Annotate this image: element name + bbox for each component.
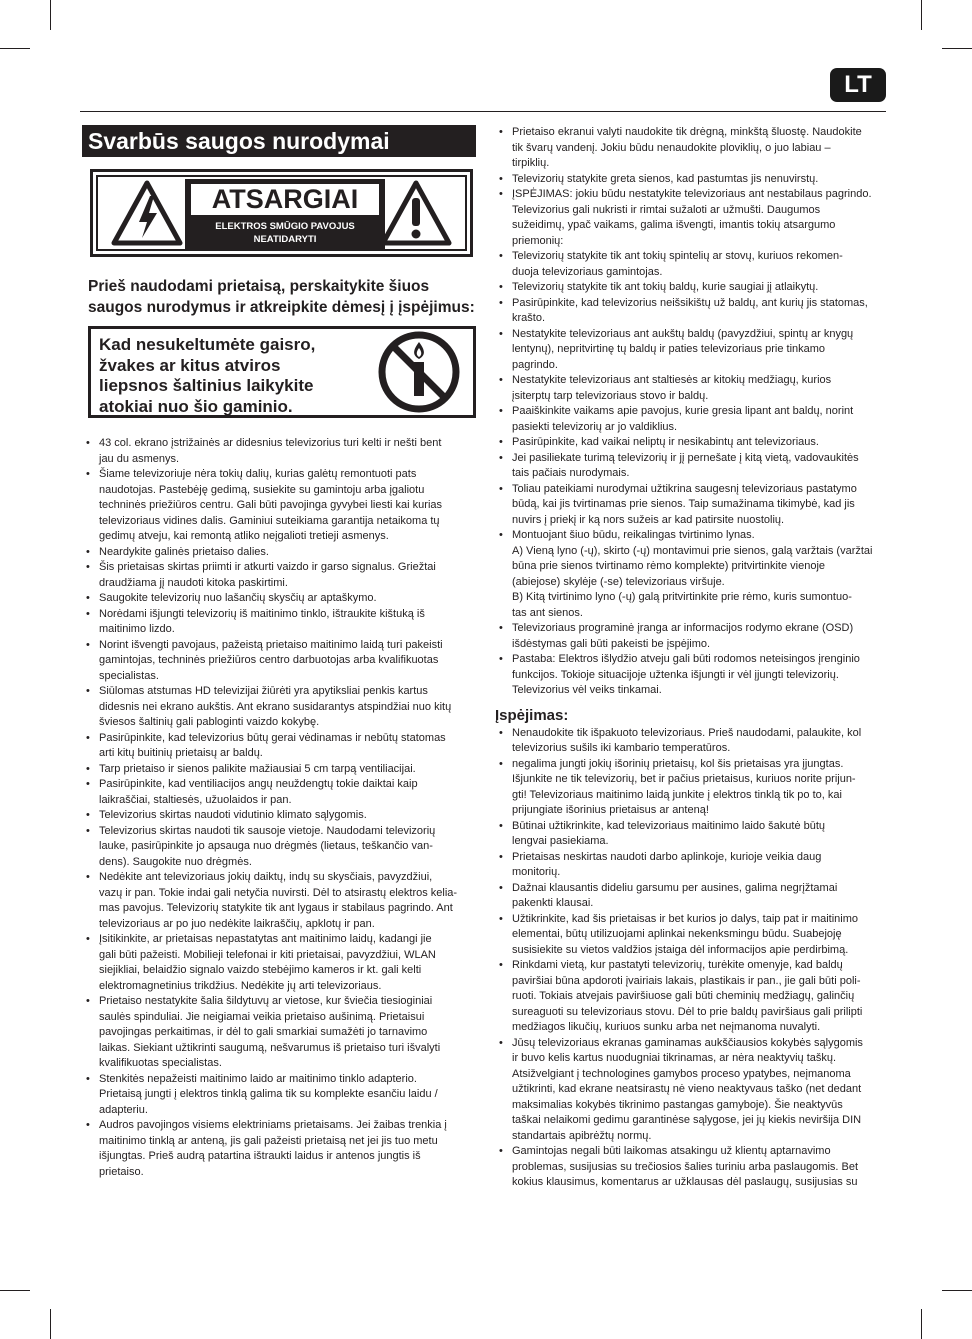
left-column [82,125,476,1180]
list-item: • Televizorius skirtas naudoti tik sausoje vietoje. Naudodami televizorių lauke, pasirūpinkite jo apsauga nuo drėgmės (lietaus, teškančio van- dens). Saugokite nuo drėgmės. [82,824,476,871]
list-item: • Prietaiso nestatykite šalia šildytuvų ar vietose, kur šviečia tiesioginiai saulės spinduliai. Jie neigiamai veikia prietaiso aušinimą. Prietaisui pavojingas perkaitimas, ir dėl to gali smarkiai sumažėti jo tarnavimo laikas. Siekiant užtikrinti saugumą, nešvarumus iš prietaiso turi išvalyti kvalifikuotas specialistas. [82,994,476,1072]
list-item: • Paaiškinkite vaikams apie pavojus, kurie gresia lipant ant baldų, norint pasiekti televizorių ar jo valdiklius. [495,404,888,435]
list-item: • Tarp prietaiso ir sienos palikite mažiausiai 5 cm tarpą ventiliacijai. [82,762,476,778]
list-item: • 43 col. ekrano įstrižainės ar didesnius televizorius turi kelti ir nešti bent jau du asmenys. [82,436,476,467]
list-item: • Pastaba: Elektros išlydžio atveju gali būti rodomos neteisingos įrenginio funkcijos. Tokioje situacijoje užtenka išjungti ir vėl įjungti televizorių. Televizorius vėl veiks tinkamai. [495,652,888,699]
list-item: • Pasirūpinkite, kad ventiliacijos angų neuždengtų tokie daiktai kaip laikraščiai, staltiesės, užuolaidos ir pan. [82,777,476,808]
safety-list-left [82,436,476,1180]
list-item: • Toliau pateikiami nurodymai užtikrina saugesnį televizoriaus pastatymo būdą, kai jis tvirtinamas prie sienos. Taip sumažinama tikimybė, kad jis nuvirs į priekį ir ką nors sužeis ar kad patirsite nuostolių. [495,482,888,529]
safety-list-right [495,125,888,699]
language-badge: LT [830,68,886,102]
caution-subtitle: ELEKTROS SMŪGIO PAVOJUS NEATIDARYTI [215,221,355,245]
crop-mark [50,1309,51,1339]
list-item: • Saugokite televizorių nuo lašančių skysčių ar aptaškymo. [82,591,476,607]
list-item: • Jei pasiliekate turimą televizorių ir jį pernešate į kitą vietą, vadovaukitės tais pačiais nurodymais. [495,451,888,482]
list-item: • Montuojant šiuo būdu, reikalingas tvirtinimo lynas. A) Vieną lyno (-ų), skirto (-ų) montavimui prie sienos, galą varžtais (varžtai būna prie sienos tvirtinamo rėmo komplekte) pritvirtinkite vienoje (abiejose) skylėje (-se) televizoriaus viršuje. B) Kitą tvirtinimo lyno (-ų) galą pritvirtinkite prie rėmo, kuris sumontuo- tas ant sienos. [495,528,888,621]
list-item: • Gamintojas negali būti laikomas atsakingu už klientų aptarnavimo problemas, susijusias su trečiosios šalies turiniu arba paslaugomis. Bet kokius klausimus, komentarus ar užklausas dėl paslaugų, susijusias su [495,1144,888,1191]
list-item: • negalima jungti jokių išorinių prietaisų, kol šis prietaisas yra įjungtas. Išjunkite ne tik televizorių, bet ir pačius prietaisus, kuriuos norite prijun- gti! Televizoriaus maitinimo laidą junkite į elektros tinklą tik po to, kai prijungiate išorinius prietaisus ar anteną! [495,757,888,819]
caution-panel [185,179,385,249]
caution-label [90,169,473,257]
list-item: • Pasirūpinkite, kad vaikai neliptų ir nesikabintų ant televizoriaus. [495,435,888,451]
list-item: • ĮSPĖJIMAS: jokiu būdu nestatykite televizoriaus ant nestabilaus pagrindo. Televizorius gali nukristi ir rimtai sužaloti ar užmušti. Daugumos sužeidimų, ypač vaikams, galima išvengti, imantis tokių atsargumo priemonių: [495,187,888,249]
warning-heading: Įspėjimas: [495,706,569,724]
crop-mark [942,48,972,49]
header-rule [80,111,886,112]
right-column [495,125,888,1191]
crop-mark [921,1309,922,1339]
list-item: • Užtikrinkite, kad šis prietaisas ir bet kurios jo dalys, taip pat ir maitinimo elementai, būtų utilizuojami aplinkai nekenksmingu būdu. Suabejoję susisiekite su vietos valdžios įstaiga dėl informacijos apie perdirbimą. [495,912,888,959]
list-item: • Siūlomas atstumas HD televizijai žiūrėti yra apytiksliai penkis kartus didesnis nei ekrano aukštis. Ant ekrano susidarantys atspindžiai nuo kitų šviesos šaltinių gali pabloginti vaizdo kokybę. [82,684,476,731]
list-item: • Stenkitės nepažeisti maitinimo laido ar maitinimo tinklo adapterio. Prietaisą jungti į elektros tinklą galima tik su komplekte esančiu laidu / adapteriu. [82,1072,476,1119]
crop-mark [50,0,51,30]
crop-mark [0,48,30,49]
warning-list [495,726,888,1191]
list-item: • Televizorių statykite greta sienos, kad pastumtas jis nenuvirstų. [495,172,888,188]
crop-mark [921,0,922,30]
list-item: • Šiame televizoriuje nėra tokių dalių, kurias galėtų remontuoti pats naudotojas. Pastebėję gedimą, susiekite su gamintoju arba įgaliotu techninės priežiūros centru. Gali būti pavojinga gyvybei liesti kai kurias televizoriaus vidines dalis. Gaminiui suteikiama garantija netaikoma tų gedimų atveju, kai remontą atliko neįgalioti tretieji asmenys. [82,467,476,545]
list-item: • Įsitikinkite, ar prietaisas nepastatytas ant maitinimo laidų, kadangi jie gali būti pažeisti. Mobilieji telefonai ir kiti prietaisai, pavyzdžiui, WLAN siejikliai, belaidžio signalo vaizdo stebėjimo kameros ir kt. gali kelti elektromagnetinius trikdžius. Nedėkite jų arti televizoriaus. [82,932,476,994]
caution-word: ATSARGIAI [191,184,379,215]
high-voltage-icon [111,180,183,246]
list-item: • Prietaisas neskirtas naudoti darbo aplinkoje, kurioje veikia daug monitorių. [495,850,888,881]
list-item: • Šis prietaisas skirtas priimti ir atkurti vaizdo ir garso signalus. Griežtai draudžiama jį naudoti kitoka paskirtimi. [82,560,476,591]
list-item: • Neardykite galinės prietaiso dalies. [82,545,476,561]
list-item: • Nestatykite televizoriaus ant staltiesės ar kitokių medžiagų, kurios įsiterptų tarp televizoriaus stovo ir baldų. [495,373,888,404]
list-item: • Rinkdami vietą, kur pastatyti televizorių, turėkite omenyje, kad baldų paviršiai būna apdoroti įvairiais lakais, plastikais ir pan., jie gali būti poli- ruoti. Tokiais atvejais paviršiuose gali būti cheminių medžiagų, galinčių sureaguoti su televizoriaus stovu. Dėl to prie baldų paviršiaus gali prilipti medžiagos likučių, kuriuos sunku arba net neįmanoma nuvalyti. [495,958,888,1036]
list-item: • Audros pavojingos visiems elektriniams prietaisams. Jei žaibas trenkia į maitinimo tinklą ar anteną, jis gali pažeisti prietaisą net jei jis tuo metu išjungtas. Prieš audrą patartina ištraukti laidus ir antenos jungtis iš prietaiso. [82,1118,476,1180]
list-item: • Televizorių statykite tik ant tokių baldų, kurie saugiai jį atlaikytų. [495,280,888,296]
fire-warning-text: Kad nesukeltumėte gaisro, žvakes ar kitus atviros liepsnos šaltinius laikykite atokiai nuo šio gaminio. [99,335,316,416]
fire-warning-box [88,326,476,418]
list-item: • Pasirūpinkite, kad televizorius neišsikištų už baldų, ant kurių jis statomas, krašto. [495,296,888,327]
crop-mark [942,1290,972,1291]
list-item: • Televizoriaus programinė įranga ar informacijos rodymo ekrane (OSD) išdėstymas gali būti pakeisti be įspėjimo. [495,621,888,652]
exclamation-icon [380,180,452,246]
list-item: • Jūsų televizoriaus ekranas gaminamas aukščiausios kokybės sąlygomis ir buvo kelis kartus nuodugniai tikrinamas, ar nėra neaktyvių taškų. Atsižvelgiant į technologines gamybos proceso ypatybes, neįmanoma užtikrinti, kad ekrane neatsirastų nė vieno neaktyvaus taško (net dedant maksimalias kokybės tikrinimo pastangas gamyboje). Šie neaktyvūs taškai nelaikomi gedimu garantinėse sąlygose, jei jų kiekis neviršija DIN standartais apibrėžtų normų. [495,1036,888,1145]
crop-mark [0,1290,30,1291]
list-item: • Nestatykite televizoriaus ant aukštų baldų (pavyzdžiui, spintų ar knygų lentynų), nepritvirtinę tų baldų ir paties televizoriaus prie tinkamo pagrindo. [495,327,888,374]
list-item: • Televizorius skirtas naudoti vidutinio klimato sąlygomis. [82,808,476,824]
no-open-flame-icon [377,330,461,414]
list-item: • Norint išvengti pavojaus, pažeistą prietaiso maitinimo laidą turi pakeisti gamintojas, techninės priežiūros centro darbuotojas arba kvalifikuotas specialistas. [82,638,476,685]
safety-intro: Prieš naudodami prietaisą, perskaitykite šiuos saugos nurodymus ir atkreipkite dėmesį į įspėjimus: [88,278,475,316]
list-item: • Prietaiso ekranui valyti naudokite tik drėgną, minkštą šluostę. Naudokite tik švarų vandenį. Jokiu būdu nenaudokite ploviklių, o juo labiau – tirpiklių. [495,125,888,172]
list-item: • Norėdami išjungti televizorių iš maitinimo tinklo, ištraukite kištuką iš maitinimo lizdo. [82,607,476,638]
list-item: • Pasirūpinkite, kad televizorius būtų gerai vėdinamas ir nebūtų statomas arti kitų buitinių prietaisų ar baldų. [82,731,476,762]
list-item: • Televizorių statykite tik ant tokių spintelių ar stovų, kuriuos rekomen- duoja televizoriaus gamintojas. [495,249,888,280]
list-item: • Nenaudokite tik išpakuoto televizoriaus. Prieš naudodami, palaukite, kol televizorius sušils iki kambario temperatūros. [495,726,888,757]
list-item: • Dažnai klausantis dideliu garsumu per ausines, galima negrįžtamai pakenkti klausai. [495,881,888,912]
page-title: Svarbūs saugos nurodymai [82,125,476,157]
list-item: • Nedėkite ant televizoriaus jokių daiktų, indų su skysčiais, pavyzdžiui, vazų ir pan. Tokie indai gali netyčia nuvirsti. Dėl to atsirastų elektros kelia- mas pavojus. Televizorių statykite tik ant lygaus ir stabilaus pagrindo. Ant televizoriaus ar po juo nedėkite laikraščių, apklotų ir pan. [82,870,476,932]
list-item: • Būtinai užtikrinkite, kad televizoriaus maitinimo laido šakutė būtų lengvai pasiekiama. [495,819,888,850]
